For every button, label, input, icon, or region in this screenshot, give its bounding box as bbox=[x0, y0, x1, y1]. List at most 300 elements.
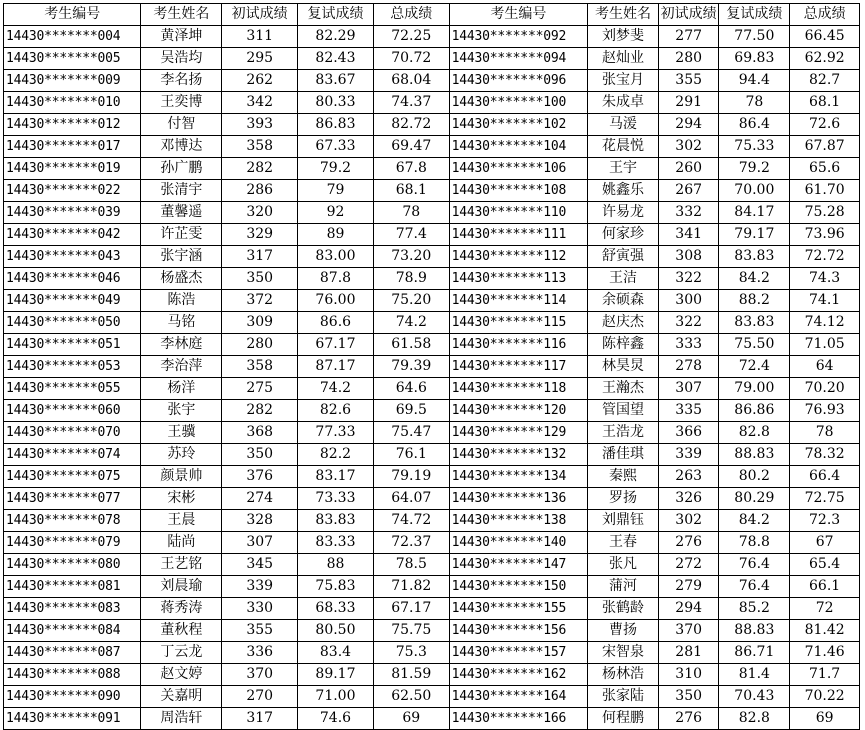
initial-score-cell-right: 272 bbox=[658, 554, 719, 576]
name-cell-left: 赵文婷 bbox=[141, 664, 222, 686]
name-cell-right: 余硕森 bbox=[588, 290, 659, 312]
retest-score-cell-left: 83.33 bbox=[298, 532, 374, 554]
table-row bbox=[4, 708, 860, 730]
exam-id-cell-right: 14430*******140 bbox=[449, 532, 587, 554]
exam-id-cell-left: 14430*******009 bbox=[4, 70, 141, 92]
retest-score-cell-left: 71.00 bbox=[298, 686, 374, 708]
name-cell-right: 马湲 bbox=[588, 114, 659, 136]
table-row bbox=[4, 598, 860, 620]
table-row bbox=[4, 554, 860, 576]
retest-score-cell-right: 76.4 bbox=[719, 554, 790, 576]
name-cell-right: 曹扬 bbox=[588, 620, 659, 642]
exam-id-cell-left: 14430*******084 bbox=[4, 620, 141, 642]
total-score-cell-left: 76.1 bbox=[373, 444, 449, 466]
name-cell-left: 王艺铭 bbox=[141, 554, 222, 576]
initial-score-cell-left: 342 bbox=[222, 92, 298, 114]
retest-score-cell-left: 82.29 bbox=[298, 26, 374, 48]
total-score-cell-right: 81.42 bbox=[790, 620, 860, 642]
initial-score-cell-left: 262 bbox=[222, 70, 298, 92]
name-cell-left: 苏玲 bbox=[141, 444, 222, 466]
total-score-cell-right: 72.3 bbox=[790, 510, 860, 532]
header-initial-score-left: 初试成绩 bbox=[222, 4, 298, 26]
retest-score-cell-left: 83.00 bbox=[298, 246, 374, 268]
name-cell-right: 王宇 bbox=[588, 158, 659, 180]
total-score-cell-left: 69.47 bbox=[373, 136, 449, 158]
total-score-cell-left: 73.20 bbox=[373, 246, 449, 268]
initial-score-cell-left: 370 bbox=[222, 664, 298, 686]
total-score-cell-left: 74.37 bbox=[373, 92, 449, 114]
total-score-cell-left: 78.9 bbox=[373, 268, 449, 290]
initial-score-cell-left: 309 bbox=[222, 312, 298, 334]
total-score-cell-right: 70.22 bbox=[790, 686, 860, 708]
name-cell-right: 王瀚杰 bbox=[588, 378, 659, 400]
retest-score-cell-left: 76.00 bbox=[298, 290, 374, 312]
initial-score-cell-right: 277 bbox=[658, 26, 719, 48]
exam-id-cell-left: 14430*******049 bbox=[4, 290, 141, 312]
initial-score-cell-left: 280 bbox=[222, 334, 298, 356]
exam-id-cell-left: 14430*******051 bbox=[4, 334, 141, 356]
name-cell-right: 赵庆杰 bbox=[588, 312, 659, 334]
exam-id-cell-left: 14430*******050 bbox=[4, 312, 141, 334]
retest-score-cell-left: 80.33 bbox=[298, 92, 374, 114]
retest-score-cell-right: 80.2 bbox=[719, 466, 790, 488]
retest-score-cell-right: 75.33 bbox=[719, 136, 790, 158]
exam-id-cell-right: 14430*******166 bbox=[449, 708, 587, 730]
retest-score-cell-right: 76.4 bbox=[719, 576, 790, 598]
retest-score-cell-left: 74.6 bbox=[298, 708, 374, 730]
retest-score-cell-right: 86.86 bbox=[719, 400, 790, 422]
name-cell-left: 蒋秀涛 bbox=[141, 598, 222, 620]
name-cell-right: 秦熙 bbox=[588, 466, 659, 488]
table-row bbox=[4, 202, 860, 224]
exam-id-cell-left: 14430*******074 bbox=[4, 444, 141, 466]
table-row bbox=[4, 620, 860, 642]
name-cell-right: 林昊炅 bbox=[588, 356, 659, 378]
table-row bbox=[4, 334, 860, 356]
initial-score-cell-left: 307 bbox=[222, 532, 298, 554]
exam-id-cell-right: 14430*******147 bbox=[449, 554, 587, 576]
table-row bbox=[4, 92, 860, 114]
initial-score-cell-left: 372 bbox=[222, 290, 298, 312]
exam-id-cell-left: 14430*******039 bbox=[4, 202, 141, 224]
initial-score-cell-left: 286 bbox=[222, 180, 298, 202]
table-row bbox=[4, 422, 860, 444]
total-score-cell-left: 67.17 bbox=[373, 598, 449, 620]
retest-score-cell-right: 83.83 bbox=[719, 246, 790, 268]
table-row bbox=[4, 686, 860, 708]
initial-score-cell-left: 282 bbox=[222, 158, 298, 180]
name-cell-left: 孙广鹏 bbox=[141, 158, 222, 180]
exam-id-cell-left: 14430*******078 bbox=[4, 510, 141, 532]
exam-id-cell-right: 14430*******102 bbox=[449, 114, 587, 136]
exam-id-cell-left: 14430*******042 bbox=[4, 224, 141, 246]
exam-id-cell-left: 14430*******079 bbox=[4, 532, 141, 554]
initial-score-cell-left: 350 bbox=[222, 268, 298, 290]
total-score-cell-left: 75.3 bbox=[373, 642, 449, 664]
name-cell-left: 杨盛杰 bbox=[141, 268, 222, 290]
total-score-cell-right: 76.93 bbox=[790, 400, 860, 422]
total-score-cell-right: 66.1 bbox=[790, 576, 860, 598]
total-score-cell-left: 81.59 bbox=[373, 664, 449, 686]
table-row bbox=[4, 48, 860, 70]
name-cell-right: 姚鑫乐 bbox=[588, 180, 659, 202]
exam-id-cell-left: 14430*******087 bbox=[4, 642, 141, 664]
initial-score-cell-right: 326 bbox=[658, 488, 719, 510]
initial-score-cell-left: 275 bbox=[222, 378, 298, 400]
exam-id-cell-left: 14430*******080 bbox=[4, 554, 141, 576]
exam-id-cell-right: 14430*******132 bbox=[449, 444, 587, 466]
initial-score-cell-right: 310 bbox=[658, 664, 719, 686]
retest-score-cell-left: 77.33 bbox=[298, 422, 374, 444]
name-cell-left: 陈浩 bbox=[141, 290, 222, 312]
total-score-cell-right: 64 bbox=[790, 356, 860, 378]
table-row bbox=[4, 510, 860, 532]
name-cell-right: 舒寅强 bbox=[588, 246, 659, 268]
table-row bbox=[4, 642, 860, 664]
name-cell-left: 丁云龙 bbox=[141, 642, 222, 664]
total-score-cell-left: 62.50 bbox=[373, 686, 449, 708]
retest-score-cell-left: 89 bbox=[298, 224, 374, 246]
initial-score-cell-right: 263 bbox=[658, 466, 719, 488]
initial-score-cell-left: 282 bbox=[222, 400, 298, 422]
retest-score-cell-right: 85.2 bbox=[719, 598, 790, 620]
name-cell-left: 关嘉明 bbox=[141, 686, 222, 708]
total-score-cell-right: 78.32 bbox=[790, 444, 860, 466]
header-exam-id-right: 考生编号 bbox=[449, 4, 587, 26]
retest-score-cell-left: 82.2 bbox=[298, 444, 374, 466]
total-score-cell-right: 74.1 bbox=[790, 290, 860, 312]
initial-score-cell-right: 276 bbox=[658, 708, 719, 730]
retest-score-cell-left: 75.83 bbox=[298, 576, 374, 598]
total-score-cell-right: 69 bbox=[790, 708, 860, 730]
exam-id-cell-right: 14430*******162 bbox=[449, 664, 587, 686]
name-cell-left: 张清宇 bbox=[141, 180, 222, 202]
total-score-cell-left: 75.20 bbox=[373, 290, 449, 312]
total-score-cell-left: 68.04 bbox=[373, 70, 449, 92]
name-cell-left: 周浩轩 bbox=[141, 708, 222, 730]
name-cell-left: 王骥 bbox=[141, 422, 222, 444]
retest-score-cell-left: 87.17 bbox=[298, 356, 374, 378]
retest-score-cell-right: 88.83 bbox=[719, 620, 790, 642]
total-score-cell-right: 73.96 bbox=[790, 224, 860, 246]
table-row bbox=[4, 488, 860, 510]
initial-score-cell-left: 358 bbox=[222, 136, 298, 158]
header-row bbox=[4, 4, 860, 26]
total-score-cell-right: 72.72 bbox=[790, 246, 860, 268]
table-row bbox=[4, 312, 860, 334]
name-cell-left: 黄泽坤 bbox=[141, 26, 222, 48]
retest-score-cell-right: 75.50 bbox=[719, 334, 790, 356]
retest-score-cell-left: 87.8 bbox=[298, 268, 374, 290]
exam-id-cell-right: 14430*******138 bbox=[449, 510, 587, 532]
total-score-cell-right: 61.70 bbox=[790, 180, 860, 202]
retest-score-cell-right: 79.17 bbox=[719, 224, 790, 246]
name-cell-left: 杨洋 bbox=[141, 378, 222, 400]
total-score-cell-right: 70.20 bbox=[790, 378, 860, 400]
total-score-cell-right: 72 bbox=[790, 598, 860, 620]
retest-score-cell-right: 84.17 bbox=[719, 202, 790, 224]
exam-id-cell-left: 14430*******053 bbox=[4, 356, 141, 378]
total-score-cell-left: 79.39 bbox=[373, 356, 449, 378]
initial-score-cell-left: 295 bbox=[222, 48, 298, 70]
exam-id-cell-right: 14430*******094 bbox=[449, 48, 587, 70]
total-score-cell-right: 74.3 bbox=[790, 268, 860, 290]
exam-id-cell-right: 14430*******117 bbox=[449, 356, 587, 378]
retest-score-cell-right: 70.00 bbox=[719, 180, 790, 202]
name-cell-right: 朱成卓 bbox=[588, 92, 659, 114]
retest-score-cell-left: 88 bbox=[298, 554, 374, 576]
name-cell-right: 王春 bbox=[588, 532, 659, 554]
table-row bbox=[4, 378, 860, 400]
name-cell-left: 李名扬 bbox=[141, 70, 222, 92]
exam-id-cell-left: 14430*******075 bbox=[4, 466, 141, 488]
exam-id-cell-left: 14430*******004 bbox=[4, 26, 141, 48]
retest-score-cell-right: 82.8 bbox=[719, 708, 790, 730]
name-cell-left: 刘晨瑜 bbox=[141, 576, 222, 598]
retest-score-cell-right: 80.29 bbox=[719, 488, 790, 510]
retest-score-cell-left: 86.6 bbox=[298, 312, 374, 334]
score-sheet bbox=[3, 3, 860, 726]
initial-score-cell-right: 294 bbox=[658, 114, 719, 136]
name-cell-left: 邓博达 bbox=[141, 136, 222, 158]
name-cell-right: 许易龙 bbox=[588, 202, 659, 224]
name-cell-left: 李治萍 bbox=[141, 356, 222, 378]
header-retest-score-right: 复试成绩 bbox=[719, 4, 790, 26]
name-cell-left: 张宇涵 bbox=[141, 246, 222, 268]
retest-score-cell-right: 79.2 bbox=[719, 158, 790, 180]
initial-score-cell-right: 267 bbox=[658, 180, 719, 202]
exam-id-cell-left: 14430*******055 bbox=[4, 378, 141, 400]
retest-score-cell-right: 94.4 bbox=[719, 70, 790, 92]
total-score-cell-right: 66.4 bbox=[790, 466, 860, 488]
header-retest-score-left: 复试成绩 bbox=[298, 4, 374, 26]
initial-score-cell-right: 278 bbox=[658, 356, 719, 378]
name-cell-right: 赵灿业 bbox=[588, 48, 659, 70]
exam-id-cell-right: 14430*******157 bbox=[449, 642, 587, 664]
initial-score-cell-right: 276 bbox=[658, 532, 719, 554]
initial-score-cell-left: 345 bbox=[222, 554, 298, 576]
initial-score-cell-right: 355 bbox=[658, 70, 719, 92]
total-score-cell-right: 74.12 bbox=[790, 312, 860, 334]
retest-score-cell-right: 82.8 bbox=[719, 422, 790, 444]
header-name-right: 考生姓名 bbox=[588, 4, 659, 26]
initial-score-cell-left: 350 bbox=[222, 444, 298, 466]
total-score-cell-right: 62.92 bbox=[790, 48, 860, 70]
name-cell-right: 潘佳琪 bbox=[588, 444, 659, 466]
table-row bbox=[4, 466, 860, 488]
initial-score-cell-left: 376 bbox=[222, 466, 298, 488]
total-score-cell-left: 64.6 bbox=[373, 378, 449, 400]
exam-id-cell-left: 14430*******060 bbox=[4, 400, 141, 422]
total-score-cell-right: 72.75 bbox=[790, 488, 860, 510]
exam-id-cell-left: 14430*******019 bbox=[4, 158, 141, 180]
initial-score-cell-left: 393 bbox=[222, 114, 298, 136]
initial-score-cell-right: 302 bbox=[658, 136, 719, 158]
total-score-cell-right: 78 bbox=[790, 422, 860, 444]
exam-id-cell-right: 14430*******112 bbox=[449, 246, 587, 268]
exam-id-cell-left: 14430*******022 bbox=[4, 180, 141, 202]
table-row bbox=[4, 400, 860, 422]
name-cell-left: 马铭 bbox=[141, 312, 222, 334]
total-score-cell-right: 71.05 bbox=[790, 334, 860, 356]
exam-id-cell-right: 14430*******110 bbox=[449, 202, 587, 224]
header-total-score-right: 总成绩 bbox=[790, 4, 860, 26]
table-row bbox=[4, 290, 860, 312]
header-name-left: 考生姓名 bbox=[141, 4, 222, 26]
exam-id-cell-right: 14430*******111 bbox=[449, 224, 587, 246]
initial-score-cell-left: 330 bbox=[222, 598, 298, 620]
initial-score-cell-left: 311 bbox=[222, 26, 298, 48]
exam-id-cell-right: 14430*******129 bbox=[449, 422, 587, 444]
retest-score-cell-left: 80.50 bbox=[298, 620, 374, 642]
initial-score-cell-right: 260 bbox=[658, 158, 719, 180]
initial-score-cell-right: 279 bbox=[658, 576, 719, 598]
retest-score-cell-left: 92 bbox=[298, 202, 374, 224]
initial-score-cell-right: 322 bbox=[658, 312, 719, 334]
name-cell-left: 董秋程 bbox=[141, 620, 222, 642]
exam-id-cell-right: 14430*******136 bbox=[449, 488, 587, 510]
retest-score-cell-left: 86.83 bbox=[298, 114, 374, 136]
retest-score-cell-left: 83.83 bbox=[298, 510, 374, 532]
header-exam-id-left: 考生编号 bbox=[4, 4, 141, 26]
table-row bbox=[4, 532, 860, 554]
initial-score-cell-left: 317 bbox=[222, 708, 298, 730]
header-total-score-left: 总成绩 bbox=[373, 4, 449, 26]
retest-score-cell-right: 79.00 bbox=[719, 378, 790, 400]
name-cell-right: 张宝月 bbox=[588, 70, 659, 92]
total-score-cell-left: 61.58 bbox=[373, 334, 449, 356]
total-score-cell-right: 71.7 bbox=[790, 664, 860, 686]
exam-id-cell-right: 14430*******113 bbox=[449, 268, 587, 290]
exam-id-cell-right: 14430*******104 bbox=[449, 136, 587, 158]
exam-id-cell-left: 14430*******046 bbox=[4, 268, 141, 290]
initial-score-cell-right: 308 bbox=[658, 246, 719, 268]
name-cell-right: 何家珍 bbox=[588, 224, 659, 246]
retest-score-cell-left: 82.43 bbox=[298, 48, 374, 70]
name-cell-right: 陈梓鑫 bbox=[588, 334, 659, 356]
retest-score-cell-left: 83.17 bbox=[298, 466, 374, 488]
total-score-cell-right: 67.87 bbox=[790, 136, 860, 158]
exam-id-cell-right: 14430*******120 bbox=[449, 400, 587, 422]
total-score-cell-right: 65.6 bbox=[790, 158, 860, 180]
exam-id-cell-left: 14430*******005 bbox=[4, 48, 141, 70]
total-score-cell-left: 79.19 bbox=[373, 466, 449, 488]
retest-score-cell-right: 77.50 bbox=[719, 26, 790, 48]
total-score-cell-left: 70.72 bbox=[373, 48, 449, 70]
name-cell-right: 何程鹏 bbox=[588, 708, 659, 730]
retest-score-cell-right: 84.2 bbox=[719, 510, 790, 532]
total-score-cell-right: 72.6 bbox=[790, 114, 860, 136]
retest-score-cell-right: 78.8 bbox=[719, 532, 790, 554]
total-score-cell-left: 78 bbox=[373, 202, 449, 224]
initial-score-cell-right: 294 bbox=[658, 598, 719, 620]
retest-score-cell-right: 84.2 bbox=[719, 268, 790, 290]
total-score-cell-right: 68.1 bbox=[790, 92, 860, 114]
retest-score-cell-left: 68.33 bbox=[298, 598, 374, 620]
exam-id-cell-left: 14430*******077 bbox=[4, 488, 141, 510]
name-cell-left: 董馨遥 bbox=[141, 202, 222, 224]
initial-score-cell-right: 335 bbox=[658, 400, 719, 422]
retest-score-cell-left: 73.33 bbox=[298, 488, 374, 510]
name-cell-left: 宋彬 bbox=[141, 488, 222, 510]
initial-score-cell-left: 270 bbox=[222, 686, 298, 708]
initial-score-cell-left: 368 bbox=[222, 422, 298, 444]
exam-id-cell-left: 14430*******088 bbox=[4, 664, 141, 686]
total-score-cell-left: 71.82 bbox=[373, 576, 449, 598]
exam-id-cell-left: 14430*******081 bbox=[4, 576, 141, 598]
table-row bbox=[4, 268, 860, 290]
initial-score-cell-right: 280 bbox=[658, 48, 719, 70]
exam-id-cell-right: 14430*******156 bbox=[449, 620, 587, 642]
retest-score-cell-left: 83.4 bbox=[298, 642, 374, 664]
name-cell-left: 颜景帅 bbox=[141, 466, 222, 488]
total-score-cell-left: 69 bbox=[373, 708, 449, 730]
initial-score-cell-left: 358 bbox=[222, 356, 298, 378]
name-cell-right: 杨林浩 bbox=[588, 664, 659, 686]
table-row bbox=[4, 246, 860, 268]
exam-id-cell-right: 14430*******092 bbox=[449, 26, 587, 48]
name-cell-right: 蒲河 bbox=[588, 576, 659, 598]
name-cell-left: 李林庭 bbox=[141, 334, 222, 356]
initial-score-cell-right: 300 bbox=[658, 290, 719, 312]
retest-score-cell-left: 67.33 bbox=[298, 136, 374, 158]
retest-score-cell-right: 72.4 bbox=[719, 356, 790, 378]
retest-score-cell-left: 83.67 bbox=[298, 70, 374, 92]
retest-score-cell-right: 70.43 bbox=[719, 686, 790, 708]
initial-score-cell-right: 302 bbox=[658, 510, 719, 532]
table-row bbox=[4, 180, 860, 202]
total-score-cell-left: 72.25 bbox=[373, 26, 449, 48]
exam-id-cell-right: 14430*******164 bbox=[449, 686, 587, 708]
table-row bbox=[4, 224, 860, 246]
name-cell-right: 花晨悦 bbox=[588, 136, 659, 158]
initial-score-cell-right: 307 bbox=[658, 378, 719, 400]
exam-id-cell-right: 14430*******096 bbox=[449, 70, 587, 92]
table-row bbox=[4, 114, 860, 136]
name-cell-right: 王洁 bbox=[588, 268, 659, 290]
initial-score-cell-right: 366 bbox=[658, 422, 719, 444]
total-score-cell-left: 82.72 bbox=[373, 114, 449, 136]
exam-id-cell-right: 14430*******116 bbox=[449, 334, 587, 356]
name-cell-left: 吴浩均 bbox=[141, 48, 222, 70]
name-cell-left: 王奕博 bbox=[141, 92, 222, 114]
total-score-cell-left: 69.5 bbox=[373, 400, 449, 422]
total-score-cell-right: 67 bbox=[790, 532, 860, 554]
retest-score-cell-left: 89.17 bbox=[298, 664, 374, 686]
exam-id-cell-right: 14430*******100 bbox=[449, 92, 587, 114]
table-row bbox=[4, 664, 860, 686]
initial-score-cell-right: 333 bbox=[658, 334, 719, 356]
exam-id-cell-right: 14430*******134 bbox=[449, 466, 587, 488]
exam-id-cell-left: 14430*******090 bbox=[4, 686, 141, 708]
table-row bbox=[4, 70, 860, 92]
total-score-cell-left: 77.4 bbox=[373, 224, 449, 246]
exam-id-cell-left: 14430*******070 bbox=[4, 422, 141, 444]
retest-score-cell-right: 88.83 bbox=[719, 444, 790, 466]
name-cell-right: 张凡 bbox=[588, 554, 659, 576]
retest-score-cell-right: 78 bbox=[719, 92, 790, 114]
name-cell-right: 刘梦斐 bbox=[588, 26, 659, 48]
initial-score-cell-right: 291 bbox=[658, 92, 719, 114]
initial-score-cell-left: 329 bbox=[222, 224, 298, 246]
total-score-cell-right: 71.46 bbox=[790, 642, 860, 664]
total-score-cell-left: 72.37 bbox=[373, 532, 449, 554]
retest-score-cell-right: 86.4 bbox=[719, 114, 790, 136]
total-score-cell-right: 82.7 bbox=[790, 70, 860, 92]
exam-id-cell-right: 14430*******114 bbox=[449, 290, 587, 312]
table-row bbox=[4, 136, 860, 158]
total-score-cell-right: 65.4 bbox=[790, 554, 860, 576]
